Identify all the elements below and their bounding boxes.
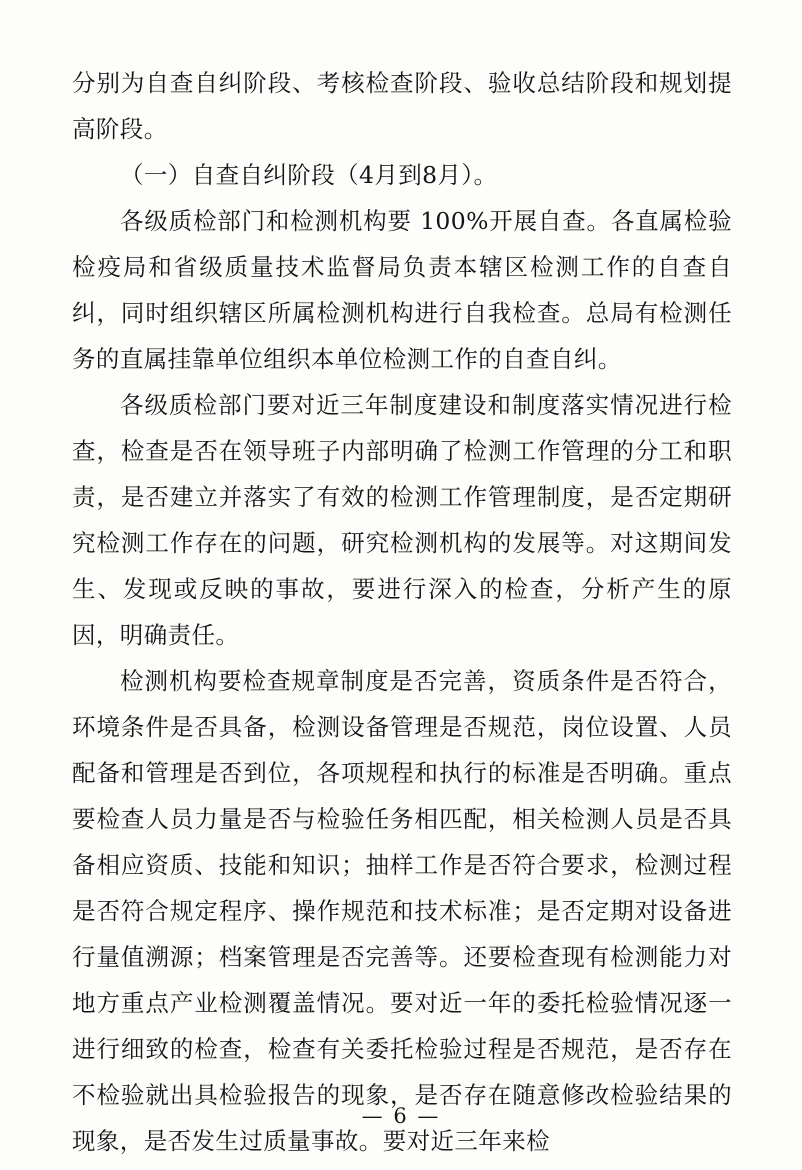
paragraph-1: 分别为自查自纠阶段、考核检查阶段、验收总结阶段和规划提高阶段。 — [72, 69, 732, 143]
paragraph-2: （一）自查自纠阶段（4月到8月）。 — [120, 161, 498, 189]
page-content — [72, 60, 732, 1155]
paragraph-3: 各级质检部门和检测机构要 100%开展自查。各直属检验检疫局和省级质量技术监督局负责本辖区检测工作的自查自纠，同时组织辖区所属检测机构进行自我检查。总局有检测任务的直属挂靠单位组织本单位检测工作的自查自纠。 — [72, 207, 732, 373]
paragraph-4: 各级质检部门要对近三年制度建设和制度落实情况进行检查，检查是否在领导班子内部明确了检测工作管理的分工和职责，是否建立并落实了有效的检测工作管理制度，是否定期研究检测工作存在的问题，研究检测机构的发展等。对这期间发生、发现或反映的事故，要进行深入的检查，分析产生的原因，明确责任。 — [72, 391, 732, 649]
paragraph-5: 检测机构要检查规章制度是否完善，资质条件是否符合，环境条件是否具备，检测设备管理是否规范，岗位设置、人员配备和管理是否到位，各项规程和执行的标准是否明确。重点要检查人员力量是否与检验任务相匹配，相关检测人员是否具备相应资质、技能和知识；抽样工作是否符合要求，检测过程是否符合规定程序、操作规范和技术标准；是否定期对设备进行量值溯源；档案管理是否完善等。还要检查现有检测能力对地方重点产业检测覆盖情况。要对近一年的委托检验情况逐一进行细致的检查，检查有关委托检验过程是否规范，是否存在不检验就出具检验报告的现象，是否存在随意修改检验结果的现象，是否发生过质量事故。要对近三年来检 — [72, 667, 732, 1155]
page-number: — 6 — — [361, 1104, 441, 1128]
